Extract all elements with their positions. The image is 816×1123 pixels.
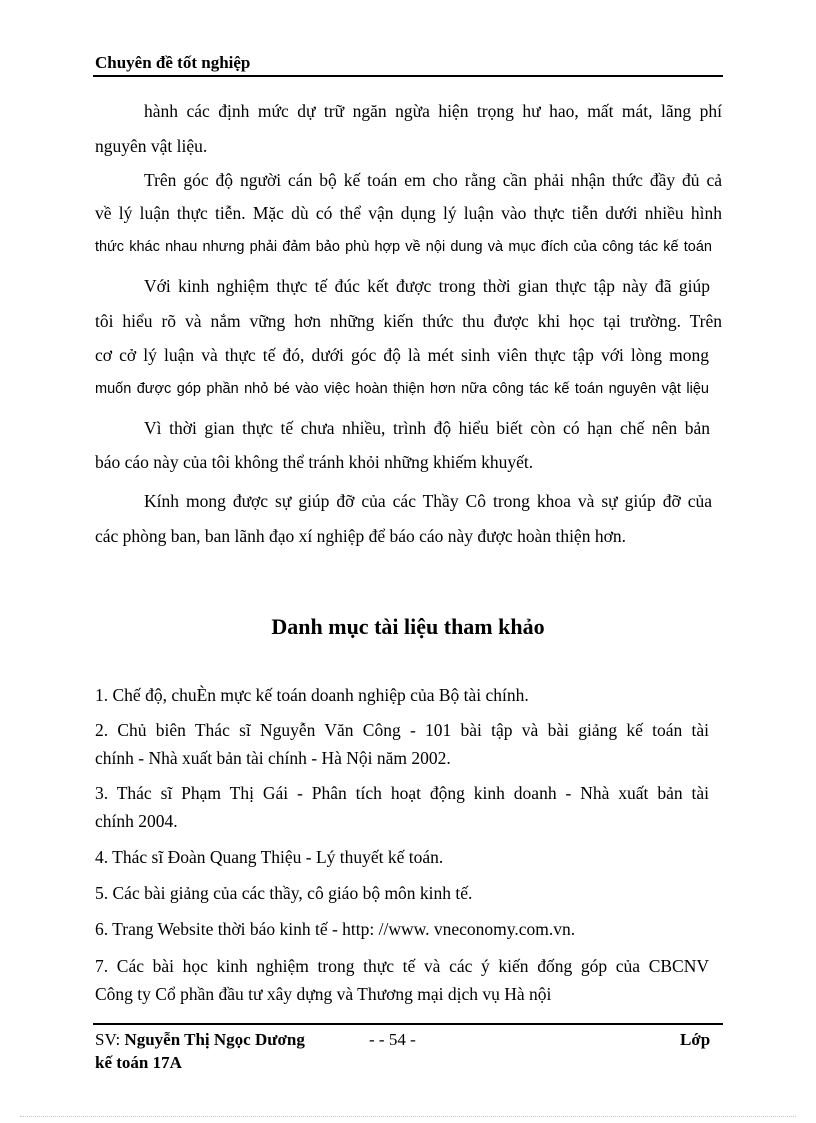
paragraph-1-line-1: hành các định mức dự trữ ngăn ngừa hiện trọng hư hao, mất mát, lãng phí: [144, 101, 722, 121]
reference-item-5: 5. Các bài giảng của các thầy, cô giáo bộ môn kinh tế.: [95, 883, 473, 903]
paragraph-5-line-2: các phòng ban, ban lãnh đạo xí nghiệp để báo cáo này được hoàn thiện hơn.: [95, 526, 626, 546]
reference-item-6: 6. Trang Website thời báo kinh tế - http: //www. vneconomy.com.vn.: [95, 919, 576, 939]
paragraph-4-line-2: báo cáo này của tôi không thể tránh khỏi những khiếm khuyết.: [95, 452, 534, 472]
footer-page-number: - - 54 -: [369, 1030, 416, 1049]
paragraph-3-line-4: muốn được góp phần nhỏ bé vào việc hoàn thiện hơn nữa công tác kế toán nguyên vật liệu: [95, 381, 709, 397]
paragraph-1-line-2: nguyên vật liệu.: [95, 136, 208, 156]
reference-item-2-line-1: 2. Chủ biên Thác sĩ Nguyễn Văn Công - 101 bài tập và bài giảng kế toán tài: [95, 720, 709, 740]
paragraph-2-line-2: về lý luận thực tiễn. Mặc dù có thể vận dụng lý luận vào thực tiễn dưới nhiều hình: [95, 203, 722, 223]
paragraph-3-line-3: cơ cở lý luận và thực tế đó, dưới góc độ là mét sinh viên thực tập với lòng mong: [95, 345, 709, 365]
footer-class-name: kế toán 17A: [95, 1053, 182, 1072]
paragraph-3-line-1: Với kinh nghiệm thực tế đúc kết được trong thời gian thực tập này đã giúp: [144, 276, 710, 296]
footer-student-name: Nguyễn Thị Ngọc Dương: [124, 1030, 305, 1049]
paragraph-2-line-3: thức khác nhau nhưng phải đảm bảo phù hợp về nội dung và mục đích của công tác kế toán: [95, 239, 712, 255]
paragraph-4-line-1: Vì thời gian thực tế chưa nhiều, trình độ hiểu biết còn có hạn chế nên bản: [144, 418, 710, 438]
footer-rule: [93, 1023, 723, 1025]
footer-student: [95, 1030, 305, 1050]
reference-item-4: 4. Thác sĩ Đoàn Quang Thiệu - Lý thuyết kế toán.: [95, 847, 444, 867]
footer-class-label: Lớp: [680, 1030, 711, 1049]
page-bottom-dotted-line: [20, 1116, 796, 1117]
page-header-title: Chuyên đề tốt nghiệp: [95, 53, 251, 72]
paragraph-5-line-1: Kính mong được sự giúp đỡ của các Thầy Cô trong khoa và sự giúp đỡ của: [144, 491, 712, 511]
reference-item-3-line-2: chính 2004.: [95, 811, 178, 831]
paragraph-3-line-2: tôi hiểu rõ và nắm vững hơn những kiến thức thu được khi học tại trường. Trên: [95, 311, 722, 331]
references-title: Danh mục tài liệu tham khảo: [271, 614, 545, 639]
paragraph-2-line-1: Trên góc độ người cán bộ kế toán em cho rằng cần phải nhận thức đầy đủ cả: [144, 170, 722, 190]
header-rule: [93, 75, 723, 77]
reference-item-7-line-1: 7. Các bài học kinh nghiệm trong thực tế và các ý kiến đống góp của CBCNV: [95, 956, 709, 976]
reference-item-1: 1. Chế độ, chuÈn mực kế toán doanh nghiệp của Bộ tài chính.: [95, 685, 529, 705]
reference-item-2-line-2: chính - Nhà xuất bản tài chính - Hà Nội năm 2002.: [95, 748, 451, 768]
footer-sv-prefix: SV:: [95, 1030, 125, 1049]
reference-item-3-line-1: 3. Thác sĩ Phạm Thị Gái - Phân tích hoạt động kinh doanh - Nhà xuất bản tài: [95, 783, 709, 803]
reference-item-7-line-2: Công ty Cổ phần đầu tư xây dựng và Thương mại dịch vụ Hà nội: [95, 984, 552, 1004]
